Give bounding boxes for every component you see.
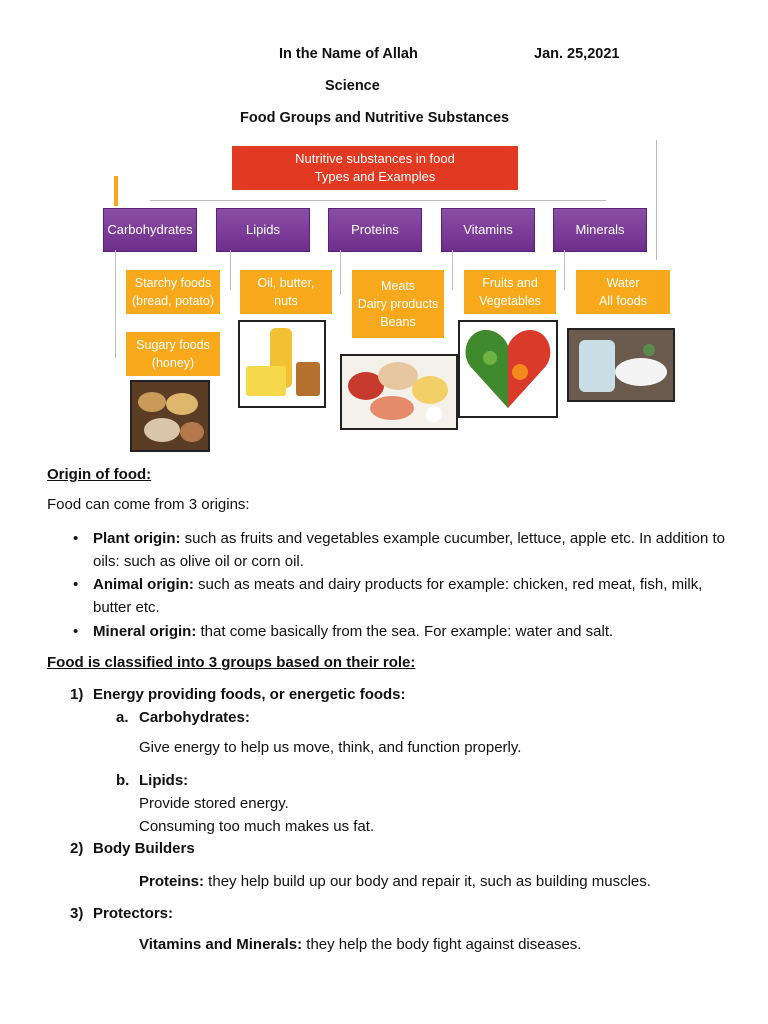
vitamins-branch-line: [452, 250, 453, 290]
list-item: [73, 573, 733, 619]
category-minerals: Minerals: [553, 208, 647, 252]
header-subject: Science: [325, 78, 380, 94]
starchy-line1: Starchy foods: [134, 276, 212, 290]
sugary-line2: (honey): [151, 356, 195, 370]
group2-title: Body Builders: [93, 840, 195, 857]
example-vitamins: [464, 270, 556, 314]
lipids-ex-line1: Oil, butter,: [257, 276, 315, 290]
example-starchy: [126, 270, 220, 314]
photo-meats-dairy: [340, 354, 458, 430]
minerals-ex-line1: Water: [606, 276, 640, 290]
group2-description: [139, 871, 651, 893]
category-lipids: Lipids: [216, 208, 310, 252]
origin-intro: Food can come from 3 origins:: [47, 496, 250, 513]
diagram-frame: [656, 140, 657, 260]
lipids-branch-line: [230, 250, 231, 290]
diagram-root: [232, 146, 518, 190]
group1b-text1: Provide stored energy.: [139, 795, 289, 812]
group2-number: 2): [70, 840, 84, 857]
origin-item-text: such as fruits and vegetables example cucumber, lettuce, apple etc. In addition to oils: such as olive oil or corn oil.: [93, 530, 725, 570]
category-vitamins: Vitamins: [441, 208, 535, 252]
group1b-title: Lipids:: [139, 772, 189, 789]
group1b-letter: b.: [116, 772, 130, 789]
group3-description: [139, 934, 581, 956]
list-item: [73, 527, 733, 573]
photo-fruits-vegetables: [458, 320, 558, 418]
photo-starchy-sugary: [130, 380, 210, 452]
carb-branch-line: [115, 250, 116, 358]
proteins-ex-line2: Dairy products: [357, 297, 439, 311]
diagram-connector: [150, 200, 606, 201]
bullet-icon: •: [73, 576, 79, 593]
header-date: Jan. 25,2021: [534, 46, 620, 62]
origin-item-text: that come basically from the sea. For example: water and salt.: [196, 623, 614, 640]
group1-title: Energy providing foods, or energetic foods:: [93, 686, 406, 703]
photo-water-salt: [567, 328, 675, 402]
diagram-accent: [114, 176, 118, 206]
group2-label: Proteins:: [139, 873, 205, 890]
group1a-letter: a.: [116, 709, 129, 726]
example-minerals: [576, 270, 670, 314]
proteins-ex-line1: Meats: [380, 279, 416, 293]
vitamins-ex-line2: Vegetables: [479, 294, 541, 308]
origin-heading: Origin of food:: [47, 466, 152, 483]
photo-oil-butter: [238, 320, 326, 408]
proteins-ex-line3: Beans: [380, 315, 416, 329]
starchy-line2: (bread, potato): [132, 294, 214, 308]
example-sugary: [126, 332, 220, 376]
vitamins-ex-line1: Fruits and: [482, 276, 538, 290]
minerals-ex-line2: All foods: [599, 294, 647, 308]
classification-heading: Food is classified into 3 groups based on their role:: [47, 654, 416, 671]
category-proteins: Proteins: [328, 208, 422, 252]
origin-item-text: such as meats and dairy products for example: chicken, red meat, fish, milk, butter etc.: [93, 576, 703, 616]
group1b-text2: Consuming too much makes us fat.: [139, 818, 375, 835]
group3-title: Protectors:: [93, 905, 174, 922]
group1a-title: Carbohydrates:: [139, 709, 250, 726]
example-lipids: [240, 270, 332, 314]
origin-item-label: Mineral origin:: [93, 623, 197, 640]
minerals-branch-line: [564, 250, 565, 290]
example-proteins: [352, 270, 444, 338]
header-basmala: In the Name of Allah: [279, 46, 418, 62]
origin-item-label: Plant origin:: [93, 530, 181, 547]
list-item: [73, 620, 733, 643]
group1-number: 1): [70, 686, 84, 703]
group2-text: they help build up our body and repair it, such as building muscles.: [204, 873, 651, 890]
diagram-root-line1: Nutritive substances in food: [295, 151, 455, 166]
origin-item-label: Animal origin:: [93, 576, 194, 593]
page-title: Food Groups and Nutritive Substances: [240, 110, 510, 126]
lipids-ex-line2: nuts: [274, 294, 298, 308]
group3-label: Vitamins and Minerals:: [139, 936, 303, 953]
bullet-icon: •: [73, 530, 79, 547]
category-carbohydrates: Carbohydrates: [103, 208, 197, 252]
group3-text: they help the body fight against diseases.: [302, 936, 582, 953]
group3-number: 3): [70, 905, 84, 922]
proteins-branch-line: [340, 250, 341, 295]
group1a-text: Give energy to help us move, think, and function properly.: [139, 739, 522, 756]
bullet-icon: •: [73, 623, 79, 640]
sugary-line1: Sugary foods: [136, 338, 210, 352]
diagram-root-line2: Types and Examples: [314, 169, 436, 184]
